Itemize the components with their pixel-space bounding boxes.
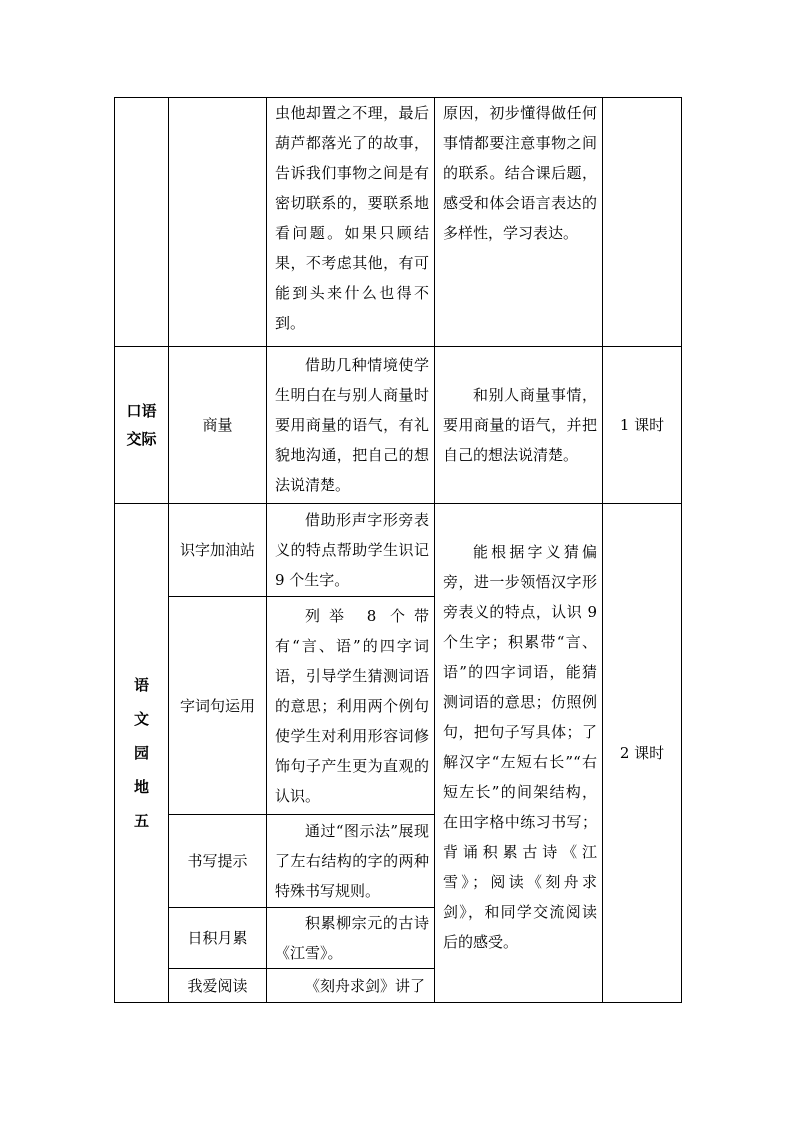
item-content: 列举 8 个带有“言、语”的四字词语，引导学生猜测词语的意思；利用两个例句使学生对利用形容词修饰句子产生更为直观的认识。 (275, 606, 429, 805)
content-text: 借助几种情境使学生明白在与别人商量时要用商量的语气，有礼貌地沟通，把自己的想法说清楚。 (275, 356, 429, 494)
item-content-cell (267, 504, 435, 597)
unit-label: 语文园地五 (133, 676, 149, 830)
hours-cell (603, 347, 682, 504)
item-name-cell (169, 504, 267, 597)
item-name-cell (169, 815, 267, 908)
item-name: 识字加油站 (179, 541, 255, 559)
item-name: 书写提示 (187, 852, 248, 870)
item-content-cell (267, 969, 435, 1003)
hours-cell-empty (603, 98, 682, 347)
goal-cell (435, 504, 603, 1003)
topic-label: 商量 (202, 416, 233, 434)
unit-cell (115, 504, 169, 1003)
topic-cell (169, 347, 267, 504)
hours-label: 1 课时 (619, 416, 665, 434)
item-content: 借助形声字形旁表义的特点帮助学生识记 9 个生字。 (275, 511, 434, 589)
topic-cell-empty (169, 98, 267, 347)
goal-text: 能根据字义猜偏旁，进一步领悟汉字形旁表义的特点，认识 9 个生字；积累带“言、语”的四字词语，能猜测词语的意思；仿照例句，把句子写具体；了解汉字“左短右长”“右短左长”的间架结构，在田字格中练习书写；背诵积累古诗《江雪》；阅读《刻舟求剑》，和同学交流阅读后的感受。 (443, 543, 602, 951)
table-row (115, 347, 682, 504)
item-content: 通过“图示法”展现了左右结构的字的两种特殊书写规则。 (275, 822, 429, 900)
item-name-cell (169, 969, 267, 1003)
goal-cell (435, 347, 603, 504)
item-name: 字词句运用 (179, 696, 255, 715)
goal-text: 原因，初步懂得做任何事情都要注意事物之间的联系。结合课后题，感受和体会语言表达的多样性，学习表达。 (443, 104, 597, 242)
item-name: 日积月累 (187, 929, 248, 947)
table-row (115, 98, 682, 347)
unit-cell (115, 347, 169, 504)
goal-text: 和别人商量事情，要用商量的语气，并把自己的想法说清楚。 (443, 386, 597, 464)
content-cell (267, 98, 435, 347)
goal-cell (435, 98, 603, 347)
unit-label: 口语交际 (126, 402, 157, 448)
hours-label: 2 课时 (619, 744, 665, 762)
content-text: 虫他却置之不理，最后葫芦都落光了的故事，告诉我们事物之间是有密切联系的，要联系地看问题。如果只顾结果，不考虑其他，有可能到头来什么也得不到。 (275, 104, 429, 332)
item-content: 积累柳宗元的古诗《江雪》。 (275, 914, 429, 962)
item-content-cell (267, 908, 435, 969)
content-cell (267, 347, 435, 504)
item-content-cell (267, 597, 435, 815)
lesson-plan-table (114, 97, 682, 1003)
item-content: 《刻舟求剑》讲了 (305, 976, 426, 995)
hours-cell (603, 504, 682, 1003)
item-name-cell (169, 908, 267, 969)
table-row (115, 504, 682, 597)
item-content-cell (267, 815, 435, 908)
unit-cell-empty (115, 98, 169, 347)
item-name: 我爱阅读 (187, 976, 248, 995)
item-name-cell (169, 597, 267, 815)
